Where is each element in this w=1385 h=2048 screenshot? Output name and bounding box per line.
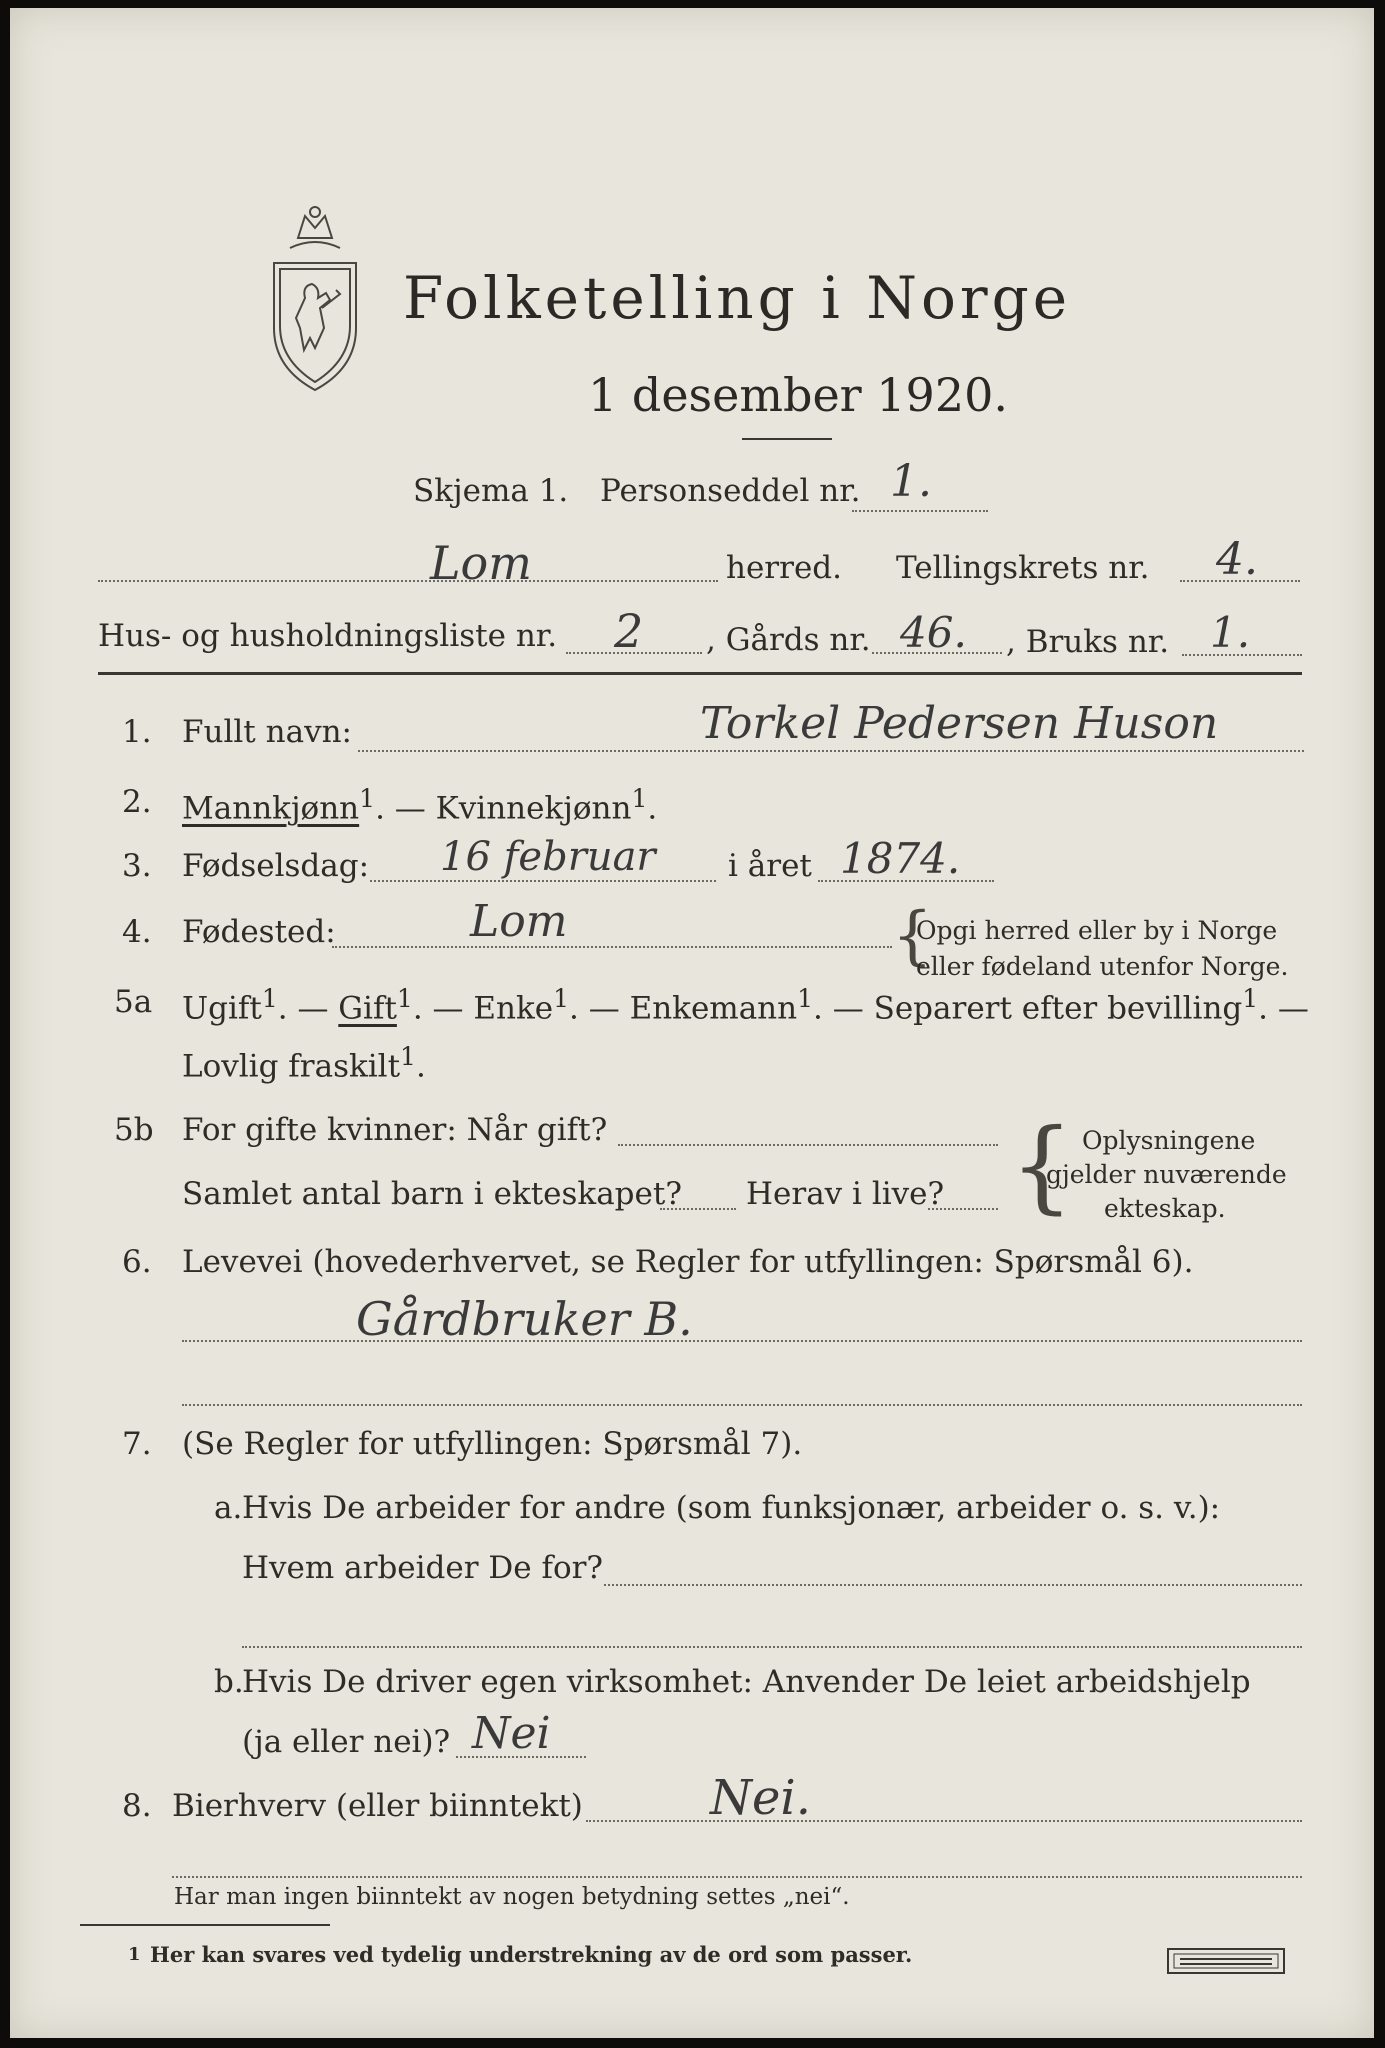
occupation-value: Gårdbruker B. bbox=[356, 1292, 693, 1346]
side-income-field-2[interactable] bbox=[172, 1876, 1302, 1878]
q5b-note-2: gjelder nuværende bbox=[1046, 1160, 1287, 1189]
q1-label: Fullt navn: bbox=[182, 714, 352, 750]
q3-number: 3. bbox=[122, 848, 152, 884]
note-brace: { bbox=[892, 899, 933, 973]
footnote-number: 1 bbox=[128, 1944, 141, 1965]
q7b-line2: (ja eller nei)? bbox=[242, 1724, 451, 1760]
birthplace-note-1: Opgi herred eller by i Norge bbox=[916, 916, 1278, 945]
hus-label: Hus- og husholdningsliste nr. bbox=[98, 618, 558, 654]
census-form-page bbox=[10, 8, 1374, 2038]
q8-number: 8. bbox=[122, 1788, 152, 1824]
form-title: Folketelling i Norge bbox=[403, 264, 1072, 332]
children-alive-field[interactable] bbox=[928, 1208, 998, 1210]
q3-label: Fødselsdag: bbox=[182, 848, 370, 884]
tellingskrets-label: Tellingskrets nr. bbox=[896, 550, 1150, 586]
q5b-note-3: ekteskap. bbox=[1104, 1194, 1226, 1223]
q2-options: Mannkjønn$^1$. — Kvinnekjønn$^1$. bbox=[182, 784, 658, 827]
bruks-value: 1. bbox=[1210, 608, 1251, 657]
marriage-date-field[interactable] bbox=[618, 1144, 998, 1146]
gards-value: 46. bbox=[900, 608, 967, 657]
side-income-note: Har man ingen biinntekt av nogen betydning settes „nei“. bbox=[174, 1884, 850, 1910]
widow-option[interactable]: Enke bbox=[473, 990, 554, 1027]
q7-number: 7. bbox=[122, 1426, 152, 1462]
unmarried-option[interactable]: Ugift bbox=[182, 990, 262, 1027]
side-income-value: Nei. bbox=[710, 1770, 812, 1826]
bruks-label: , Bruks nr. bbox=[1006, 624, 1170, 660]
separated-option[interactable]: Separert efter bevilling bbox=[873, 990, 1243, 1027]
occupation-field[interactable] bbox=[182, 1340, 1302, 1342]
marital-status-options-2: Lovlig fraskilt$^1$. bbox=[182, 1042, 426, 1085]
q4-label: Fødested: bbox=[182, 914, 336, 950]
side-income-field[interactable] bbox=[586, 1820, 1302, 1822]
q7b-line1: Hvis De driver egen virksomhet: Anvender De leiet arbeidshjelp bbox=[242, 1664, 1251, 1700]
q2-number: 2. bbox=[122, 784, 152, 820]
birthday-field[interactable] bbox=[370, 880, 716, 882]
footnote-rule bbox=[80, 1924, 330, 1926]
q8-label: Bierhverv (eller biinntekt) bbox=[172, 1788, 583, 1824]
q5b-number: 5b bbox=[114, 1112, 154, 1148]
birthplace-note-2: eller fødeland utenfor Norge. bbox=[916, 952, 1289, 981]
personseddel-field[interactable] bbox=[852, 510, 988, 512]
personseddel-value: 1. bbox=[890, 456, 932, 507]
q7a-line2: Hvem arbeider De for? bbox=[242, 1550, 604, 1586]
q1-number: 1. bbox=[122, 714, 152, 750]
birthday-value: 16 februar bbox=[440, 834, 656, 880]
note-brace-2: { bbox=[1010, 1107, 1074, 1224]
q7a-letter: a. bbox=[214, 1490, 243, 1526]
tellingskrets-value: 4. bbox=[1216, 534, 1258, 585]
children-count-field[interactable] bbox=[660, 1208, 736, 1210]
q6-label: Levevei (hovederhvervet, se Regler for utfyllingen: Spørsmål 6). bbox=[182, 1244, 1194, 1280]
q7b-letter: b. bbox=[214, 1664, 244, 1700]
herred-field[interactable] bbox=[98, 580, 718, 582]
norwegian-coat-of-arms-icon bbox=[260, 198, 370, 398]
birthplace-field[interactable] bbox=[332, 946, 892, 948]
q6-number: 6. bbox=[122, 1244, 152, 1280]
gards-label: , Gårds nr. bbox=[706, 622, 871, 658]
personseddel-label: Personseddel nr. bbox=[600, 473, 861, 509]
header-separator bbox=[98, 672, 1302, 675]
full-name-field[interactable] bbox=[358, 750, 1304, 752]
q5b-alive-label: Herav i live? bbox=[746, 1176, 945, 1212]
q4-number: 4. bbox=[122, 914, 152, 950]
male-option[interactable]: Mannkjønn bbox=[182, 790, 360, 827]
hus-value: 2 bbox=[614, 604, 644, 658]
birthplace-value: Lom bbox=[470, 896, 568, 947]
year-label: i året bbox=[728, 848, 812, 884]
full-name-value: Torkel Pedersen Huson bbox=[700, 698, 1219, 749]
herred-value: Lom bbox=[430, 536, 532, 590]
female-option[interactable]: Kvinnekjønn bbox=[435, 790, 632, 827]
census-date: 1 desember 1920. bbox=[588, 368, 1008, 422]
q5b-note-1: Oplysningene bbox=[1082, 1126, 1256, 1155]
herred-label: herred. bbox=[726, 550, 842, 586]
skjema-label: Skjema 1. bbox=[413, 473, 569, 509]
q5b-children-label: Samlet antal barn i ekteskapet? bbox=[182, 1176, 682, 1212]
q5b-line1: For gifte kvinner: Når gift? bbox=[182, 1112, 608, 1148]
employer-field-2[interactable] bbox=[242, 1646, 1302, 1648]
birth-year-value: 1874. bbox=[840, 834, 961, 883]
employer-field[interactable] bbox=[604, 1584, 1302, 1586]
divorced-option[interactable]: Lovlig fraskilt bbox=[182, 1048, 401, 1085]
hired-help-value: Nei bbox=[472, 1708, 551, 1759]
married-option[interactable]: Gift bbox=[338, 990, 397, 1027]
q7-label: (Se Regler for utfyllingen: Spørsmål 7). bbox=[182, 1426, 803, 1462]
printer-stamp-icon bbox=[1166, 1946, 1286, 1976]
footnote-text: Her kan svares ved tydelig understrekning av de ord som passer. bbox=[150, 1942, 913, 1967]
q7a-line1: Hvis De arbeider for andre (som funksjonær, arbeider o. s. v.): bbox=[242, 1490, 1221, 1526]
occupation-field-2[interactable] bbox=[182, 1404, 1302, 1406]
widower-option[interactable]: Enkemann bbox=[629, 990, 798, 1027]
marital-status-options: Ugift$^1$. — Gift$^1$. — Enke$^1$. — Enkemann$^1$. — Separert efter bevilling$^1$. — bbox=[182, 984, 1309, 1027]
q5a-number: 5a bbox=[114, 984, 153, 1020]
title-divider bbox=[742, 438, 832, 440]
